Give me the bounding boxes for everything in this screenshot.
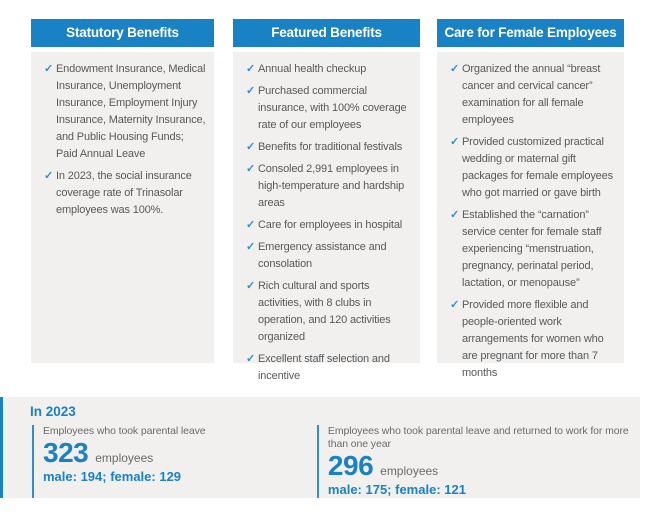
stat-value: 323	[43, 437, 89, 468]
benefit-item	[450, 61, 616, 129]
benefit-item	[246, 61, 412, 78]
stat-label: Employees who took parental leave and returned to work for more than one year	[327, 425, 629, 450]
stat-value-row	[43, 437, 317, 468]
card-title: Statutory Benefits	[31, 19, 214, 47]
check-icon: ✓	[246, 85, 256, 97]
benefit-list	[233, 52, 420, 382]
check-icon: ✓	[44, 63, 54, 75]
card-title: Care for Female Employees	[437, 19, 624, 47]
parental-leave-summary-panel	[0, 397, 640, 498]
card-statutory-benefits	[31, 19, 214, 363]
stat-unit: employees	[95, 451, 154, 465]
benefit-item	[246, 351, 412, 385]
benefit-item-text: Excellent staff selection and incentive	[258, 353, 390, 382]
check-icon: ✓	[246, 280, 256, 292]
card-title: Featured Benefits	[233, 19, 420, 47]
stat-label: Employees who took parental leave	[43, 425, 206, 437]
benefit-item	[246, 161, 412, 212]
check-icon: ✓	[450, 299, 460, 311]
benefit-item-text: Endowment Insurance, Medical Insurance, Unemployment Insurance, Employment Injury Insurance, Maternity Insurance, and Public Housing Funds; Paid Annual Leave	[56, 63, 206, 160]
benefit-item-text: Provided customized practical wedding or maternal gift packages for female employees who got married or gave birth	[462, 136, 613, 199]
stats-row	[32, 425, 640, 498]
benefit-item-text: Consoled 2,991 employees in high-temperature and hardship areas	[258, 163, 405, 209]
stat-returned-to-work	[317, 425, 640, 498]
card-featured-benefits	[233, 19, 420, 382]
check-icon: ✓	[246, 141, 256, 153]
benefit-item-text: Organized the annual “breast cancer and cervical cancer” examination for all female employees	[462, 63, 601, 126]
benefit-item	[44, 168, 206, 219]
benefit-item-text: Rich cultural and sports activities, with 8 clubs in operation, and 120 activities organized	[258, 280, 391, 343]
benefit-list	[437, 52, 624, 379]
stat-breakdown: male: 175; female: 121	[327, 482, 466, 497]
stat-value: 296	[327, 450, 374, 481]
check-icon: ✓	[44, 170, 54, 182]
benefit-item-text: Annual health checkup	[258, 63, 367, 75]
stat-parental-leave	[32, 425, 317, 498]
check-icon: ✓	[450, 136, 460, 148]
benefit-item	[450, 207, 616, 292]
benefit-item-text: Emergency assistance and consolation	[258, 241, 387, 270]
benefit-item	[246, 239, 412, 273]
benefit-item	[450, 297, 616, 382]
benefit-item	[450, 134, 616, 202]
benefit-item-text: Care for employees in hospital	[258, 219, 403, 231]
check-icon: ✓	[246, 241, 256, 253]
benefit-item-text: In 2023, the social insurance coverage rate of Trinasolar employees was 100%.	[56, 170, 192, 216]
benefit-item-text: Benefits for traditional festivals	[258, 141, 403, 153]
card-female-employees	[437, 19, 624, 379]
check-icon: ✓	[246, 219, 256, 231]
stat-breakdown: male: 194; female: 129	[43, 469, 182, 484]
benefit-item	[246, 139, 412, 156]
stat-unit: employees	[380, 464, 439, 478]
stat-value-row	[327, 450, 640, 481]
benefit-list	[31, 52, 214, 363]
check-icon: ✓	[246, 353, 256, 365]
check-icon: ✓	[450, 209, 460, 221]
summary-title: In 2023	[30, 404, 76, 419]
benefit-item-text: Provided more flexible and people-oriented work arrangements for women who are pregnant for more than 7 months	[462, 299, 604, 379]
benefit-item	[246, 278, 412, 346]
check-icon: ✓	[450, 63, 460, 75]
benefit-item-text: Established the “carnation” service center for female staff experiencing “menstruation, pregnancy, perinatal period, lactation, or menopause”	[462, 209, 602, 289]
check-icon: ✓	[246, 163, 256, 175]
check-icon: ✓	[246, 63, 256, 75]
benefit-item	[44, 61, 206, 163]
benefit-item	[246, 83, 412, 134]
benefit-item	[246, 217, 412, 234]
benefit-item-text: Purchased commercial insurance, with 100% coverage rate of our employees	[258, 85, 407, 131]
